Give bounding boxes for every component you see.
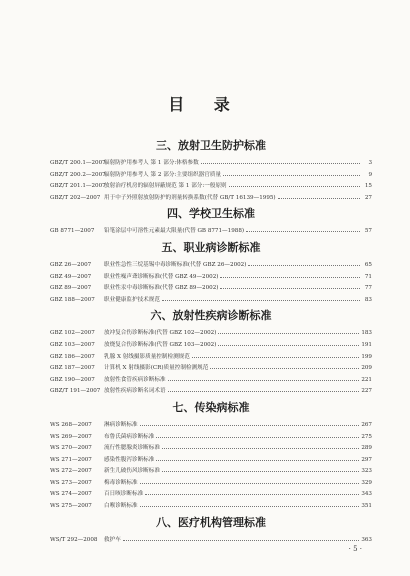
standard-code: GBZ 102—2007 xyxy=(50,330,95,337)
toc-entry[interactable] xyxy=(50,430,372,442)
standard-code: GBZ 89—2007 xyxy=(50,285,92,292)
standard-name: 布鲁氏菌病诊断标准 xyxy=(104,433,155,440)
standard-name: 淋病诊断标准 xyxy=(104,421,138,428)
toc-entry[interactable] xyxy=(50,270,372,282)
leader-dots xyxy=(223,168,360,176)
section-heading: 四、学校卫生标准 xyxy=(167,207,255,221)
standard-name: 职业健康监护技术规范 xyxy=(104,296,160,303)
page-ref: 77 xyxy=(364,285,372,292)
leader-dots xyxy=(156,453,359,461)
section-heading: 六、放射性疾病诊断标准 xyxy=(150,309,272,323)
section-heading: 七、传染病标准 xyxy=(172,400,250,414)
standard-code: GBZ/T 200.1—2007 xyxy=(50,160,106,166)
leader-dots xyxy=(201,156,360,164)
page-ref: 267 xyxy=(361,421,372,428)
toc-entry[interactable] xyxy=(50,453,372,465)
toc-entry[interactable] xyxy=(50,168,372,180)
standard-code: WS/T 292—2008 xyxy=(50,536,98,543)
section-heading: 八、医疗机构管理标准 xyxy=(156,515,266,529)
standard-name: 职业性噪声聋诊断标准(代替 GBZ 49—2002) xyxy=(104,273,219,280)
standard-code: GBZ 187—2007 xyxy=(50,365,95,372)
leader-dots xyxy=(218,326,359,334)
page-ref: 3 xyxy=(368,160,372,166)
toc-entry[interactable] xyxy=(50,326,372,338)
standard-code: WS 275—2007 xyxy=(50,503,92,510)
toc-entry[interactable] xyxy=(50,533,372,545)
leader-dots xyxy=(123,533,360,541)
page-number: · 5 · xyxy=(348,545,362,553)
standard-name: 乳腺 X 射线摄影质量控制检测规范 xyxy=(104,353,190,360)
toc-entry[interactable] xyxy=(50,476,372,488)
standard-name: 用于中子外照射放射防护的剂量转换系数(代替 GB/T 16139—1995) xyxy=(104,194,276,201)
page-ref: 343 xyxy=(361,491,372,498)
standard-name: 流行性腮腺炎诊断标准 xyxy=(104,445,160,452)
leader-dots xyxy=(229,179,360,187)
leader-dots xyxy=(246,224,360,232)
standard-name: 放射性疾病诊断名词术语 xyxy=(104,388,166,395)
page-title: 目 录 xyxy=(168,95,242,114)
page-ref: 363 xyxy=(361,536,372,543)
page-ref: 209 xyxy=(361,365,372,372)
page-ref: 65 xyxy=(364,261,372,268)
standard-code: WS 273—2007 xyxy=(50,479,92,486)
leader-dots xyxy=(156,430,359,438)
toc-entry[interactable] xyxy=(50,418,372,430)
standard-code: GBZ/T 191—2007 xyxy=(50,388,101,395)
leader-dots xyxy=(162,464,359,472)
standard-code: GBZ/T 200.2—2007 xyxy=(50,171,106,178)
page-ref: 191 xyxy=(361,341,372,348)
toc-entry[interactable] xyxy=(50,191,372,203)
page-ref: 183 xyxy=(361,330,372,337)
page-ref: 323 xyxy=(361,468,372,475)
standard-name: 放冲复合伤诊断标准(代替 GBZ 102—2002) xyxy=(104,330,217,337)
standard-code: WS 269—2007 xyxy=(50,433,92,440)
page-ref: 15 xyxy=(364,183,372,190)
page-ref: 27 xyxy=(364,194,372,201)
standard-code: GB 8771—2007 xyxy=(50,228,95,235)
standard-code: GBZ 49—2007 xyxy=(50,273,92,280)
toc-entry[interactable] xyxy=(50,499,372,511)
toc-entry[interactable] xyxy=(50,361,372,373)
standard-code: GBZ 186—2007 xyxy=(50,353,95,360)
leader-dots xyxy=(210,361,359,369)
page-ref: 9 xyxy=(368,171,372,178)
leader-dots xyxy=(220,281,360,289)
page-ref: 199 xyxy=(361,353,372,360)
standard-name: 放射性食管疾病诊断标准 xyxy=(104,376,166,383)
standard-code: WS 271—2007 xyxy=(50,456,92,463)
standard-name: 白喉诊断标准 xyxy=(104,503,138,510)
page-ref: 57 xyxy=(364,228,372,235)
standard-name: 救护车 xyxy=(104,536,121,543)
toc-entry[interactable] xyxy=(50,350,372,362)
leader-dots xyxy=(162,293,360,301)
toc-entry[interactable] xyxy=(50,384,372,396)
page-ref: 351 xyxy=(361,503,372,510)
standard-name: 计算机 X 射线摄影(CR)质量控制检测规范 xyxy=(104,365,209,372)
standard-code: WS 274—2007 xyxy=(50,491,92,498)
standard-name: 铅笔涂层中可溶性元素最大限量(代替 GB 8771—1988) xyxy=(104,228,245,235)
leader-dots xyxy=(162,441,359,449)
standard-name: 百日咳诊断标准 xyxy=(104,491,144,498)
standard-name: 职业性汞中毒诊断标准(代替 GBZ 89—2002) xyxy=(104,285,219,292)
leader-dots xyxy=(248,258,360,266)
page-ref: 275 xyxy=(361,433,372,440)
leader-dots xyxy=(168,373,360,381)
standard-code: GBZ/T 202—2007 xyxy=(50,194,101,201)
standard-name: 梅毒诊断标准 xyxy=(104,479,138,486)
standard-name: 放射治疗机房的辐射屏蔽规范 第 1 部分:一般原则 xyxy=(104,183,227,190)
leader-dots xyxy=(192,350,359,358)
table-of-contents xyxy=(50,134,372,544)
standard-code: GBZ/T 201.1—2007 xyxy=(50,183,106,190)
page-ref: 83 xyxy=(364,296,372,303)
standard-code: WS 268—2007 xyxy=(50,421,92,428)
leader-dots xyxy=(140,499,360,507)
leader-dots xyxy=(140,418,360,426)
toc-entry[interactable] xyxy=(50,373,372,385)
standard-name: 新生儿破伤风诊断标准 xyxy=(104,468,160,475)
toc-entry[interactable] xyxy=(50,156,372,168)
toc-entry[interactable] xyxy=(50,338,372,350)
standard-code: WS 270—2007 xyxy=(50,445,92,452)
page-ref: 297 xyxy=(361,456,372,463)
page-ref: 221 xyxy=(361,376,372,383)
toc-entry[interactable] xyxy=(50,281,372,293)
page-ref: 227 xyxy=(361,388,372,395)
section-heading: 三、放射卫生防护标准 xyxy=(156,139,266,152)
page-ref: 289 xyxy=(361,445,372,452)
leader-dots xyxy=(218,338,359,346)
leader-dots xyxy=(140,476,360,484)
leader-dots xyxy=(168,384,360,392)
leader-dots xyxy=(278,191,360,199)
toc-entry[interactable] xyxy=(50,441,372,453)
leader-dots xyxy=(145,487,359,495)
standard-code: GBZ 26—2007 xyxy=(50,261,92,268)
standard-name: 感染性腹泻诊断标准 xyxy=(104,456,155,463)
standard-name: 辐射防护用参考人 第 2 部分:主要组织器官质量 xyxy=(104,171,222,178)
leader-dots xyxy=(220,270,360,278)
standard-name: 放烧复合伤诊断标准(代替 GBZ 103—2002) xyxy=(104,341,217,348)
standard-code: GBZ 190—2007 xyxy=(50,376,95,383)
toc-entry[interactable] xyxy=(50,464,372,476)
section-heading: 五、职业病诊断标准 xyxy=(161,240,261,254)
standard-code: WS 272—2007 xyxy=(50,468,92,475)
toc-entry[interactable] xyxy=(50,224,372,236)
toc-entry[interactable] xyxy=(50,293,372,305)
standard-name: 职业性急性三烷基锡中毒诊断标准(代替 GBZ 26—2002) xyxy=(104,261,247,268)
page-ref: 71 xyxy=(364,273,372,280)
page-ref: 329 xyxy=(361,479,372,486)
toc-entry[interactable] xyxy=(50,258,372,270)
standard-code: GBZ 103—2007 xyxy=(50,341,95,348)
toc-entry[interactable] xyxy=(50,179,372,191)
standard-code: GBZ 188—2007 xyxy=(50,296,95,303)
toc-entry[interactable] xyxy=(50,487,372,499)
standard-name: 辐射防护用参考人 第 1 部分:体格参数 xyxy=(104,160,199,166)
